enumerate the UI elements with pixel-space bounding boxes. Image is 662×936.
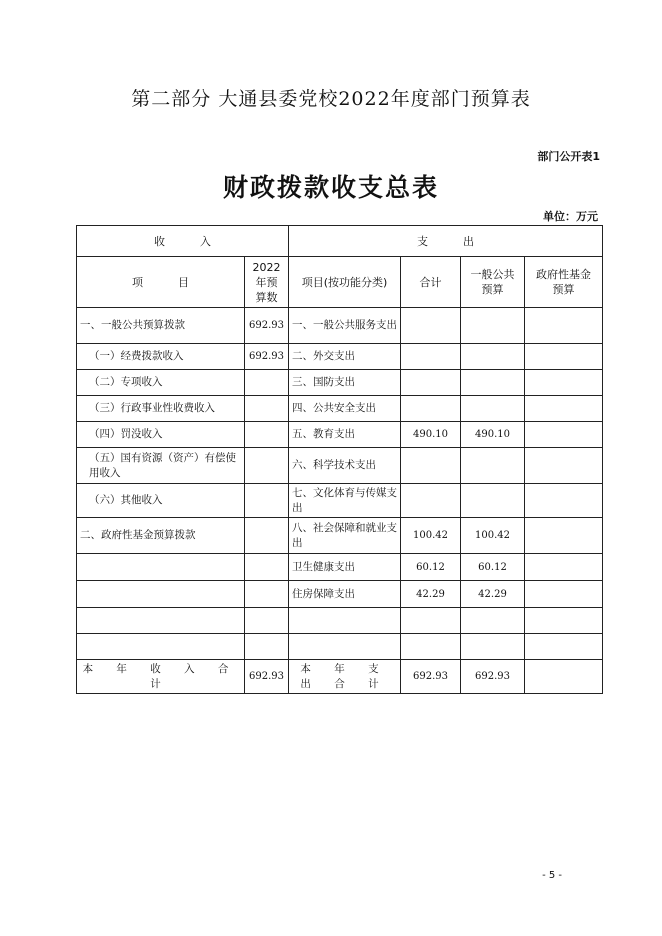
fund-budget-cell [525,344,603,370]
income-header: 收 入 [77,226,289,257]
expense-header: 支 出 [289,226,603,257]
income-item-cell: （六）其他收入 [77,484,245,518]
total-general-amount: 692.93 [461,660,525,694]
general-budget-cell [461,634,525,660]
expense-total-cell [401,484,461,518]
budget-amount-cell: 692.93 [245,308,289,344]
expense-item-cell: 六、科学技术支出 [289,448,401,484]
general-budget-cell [461,370,525,396]
table-row [77,370,603,396]
income-item-cell: （一）经费拨款收入 [77,344,245,370]
table-row [77,344,603,370]
income-item-cell [77,554,245,581]
expense-item-cell [289,608,401,634]
expense-total-cell: 490.10 [401,422,461,448]
general-budget-cell: 490.10 [461,422,525,448]
total-expense-label: 本 年 支 出 合 计 [289,660,401,694]
general-budget-cell: 100.42 [461,518,525,554]
table-title: 财政拨款收支总表 [222,173,439,202]
general-budget-cell [461,344,525,370]
budget-amount-cell [245,518,289,554]
general-budget-cell [461,608,525,634]
expense-total-cell [401,608,461,634]
general-budget-cell: 60.12 [461,554,525,581]
income-item-cell [77,581,245,608]
income-item-cell: （二）专项收入 [77,370,245,396]
budget-amount-cell [245,608,289,634]
expense-total-cell [401,396,461,422]
expense-item-cell: 七、文化体育与传媒支出 [289,484,401,518]
col-general-header: 一般公共预算 [461,257,525,308]
fund-budget-cell [525,554,603,581]
fund-budget-cell [525,370,603,396]
fund-budget-cell [525,308,603,344]
expense-total-cell [401,370,461,396]
general-budget-cell: 42.29 [461,581,525,608]
fund-budget-cell [525,484,603,518]
expense-item-cell [289,634,401,660]
budget-amount-cell: 692.93 [245,344,289,370]
budget-amount-cell [245,554,289,581]
col-budget-header: 2022年预算数 [245,257,289,308]
fund-budget-cell [525,448,603,484]
fund-budget-cell [525,396,603,422]
expense-item-cell: 卫生健康支出 [289,554,401,581]
budget-amount-cell [245,448,289,484]
fund-budget-cell [525,581,603,608]
total-fund-amount [525,660,603,694]
table-row [77,448,603,484]
expense-total-cell: 42.29 [401,581,461,608]
page-number: - 5 - [542,870,562,881]
expense-total-cell: 100.42 [401,518,461,554]
expense-total-cell [401,448,461,484]
form-code: 部门公开表1 [537,150,600,163]
col-expense-item-header: 项目(按功能分类) [289,257,401,308]
general-budget-cell [461,308,525,344]
income-item-cell [77,608,245,634]
expense-item-cell: 住房保障支出 [289,581,401,608]
budget-amount-cell [245,396,289,422]
table-row [77,308,603,344]
budget-amount-cell [245,581,289,608]
expense-total-cell [401,344,461,370]
table-row [77,422,603,448]
unit-label: 单位：万元 [543,210,598,223]
budget-amount-cell [245,484,289,518]
expense-item-cell: 三、国防支出 [289,370,401,396]
expense-item-cell: 五、教育支出 [289,422,401,448]
general-budget-cell [461,484,525,518]
total-income-amount: 692.93 [245,660,289,694]
total-expense-amount: 692.93 [401,660,461,694]
income-item-cell: （三）行政事业性收费收入 [77,396,245,422]
fund-budget-cell [525,608,603,634]
group-header-row [77,226,603,257]
table-row [77,484,603,518]
general-budget-cell [461,448,525,484]
table-row [77,581,603,608]
total-income-label: 本 年 收 入 合 计 [77,660,245,694]
income-item-cell: （四）罚没收入 [77,422,245,448]
col-item-header: 项 目 [77,257,245,308]
column-header-row [77,257,603,308]
fund-budget-cell [525,634,603,660]
fund-budget-cell [525,422,603,448]
expense-item-cell: 二、外交支出 [289,344,401,370]
budget-amount-cell [245,634,289,660]
part-title: 第二部分 大通县委党校2022年度部门预算表 [131,88,531,110]
budget-table [76,225,603,694]
income-item-cell: 一、一般公共预算拨款 [77,308,245,344]
expense-total-cell: 60.12 [401,554,461,581]
col-total-header: 合计 [401,257,461,308]
income-item-cell [77,634,245,660]
general-budget-cell [461,396,525,422]
table-row [77,608,603,634]
expense-item-cell: 一、一般公共服务支出 [289,308,401,344]
expense-total-cell [401,308,461,344]
col-fund-header: 政府性基金预算 [525,257,603,308]
expense-item-cell: 八、社会保障和就业支出 [289,518,401,554]
income-item-cell: （五）国有资源（资产）有偿使用收入 [77,448,245,484]
expense-item-cell: 四、公共安全支出 [289,396,401,422]
total-row [77,660,603,694]
budget-amount-cell [245,422,289,448]
budget-amount-cell [245,370,289,396]
income-item-cell: 二、政府性基金预算拨款 [77,518,245,554]
expense-total-cell [401,634,461,660]
table-row [77,518,603,554]
fund-budget-cell [525,518,603,554]
table-row [77,554,603,581]
table-row [77,396,603,422]
table-row [77,634,603,660]
